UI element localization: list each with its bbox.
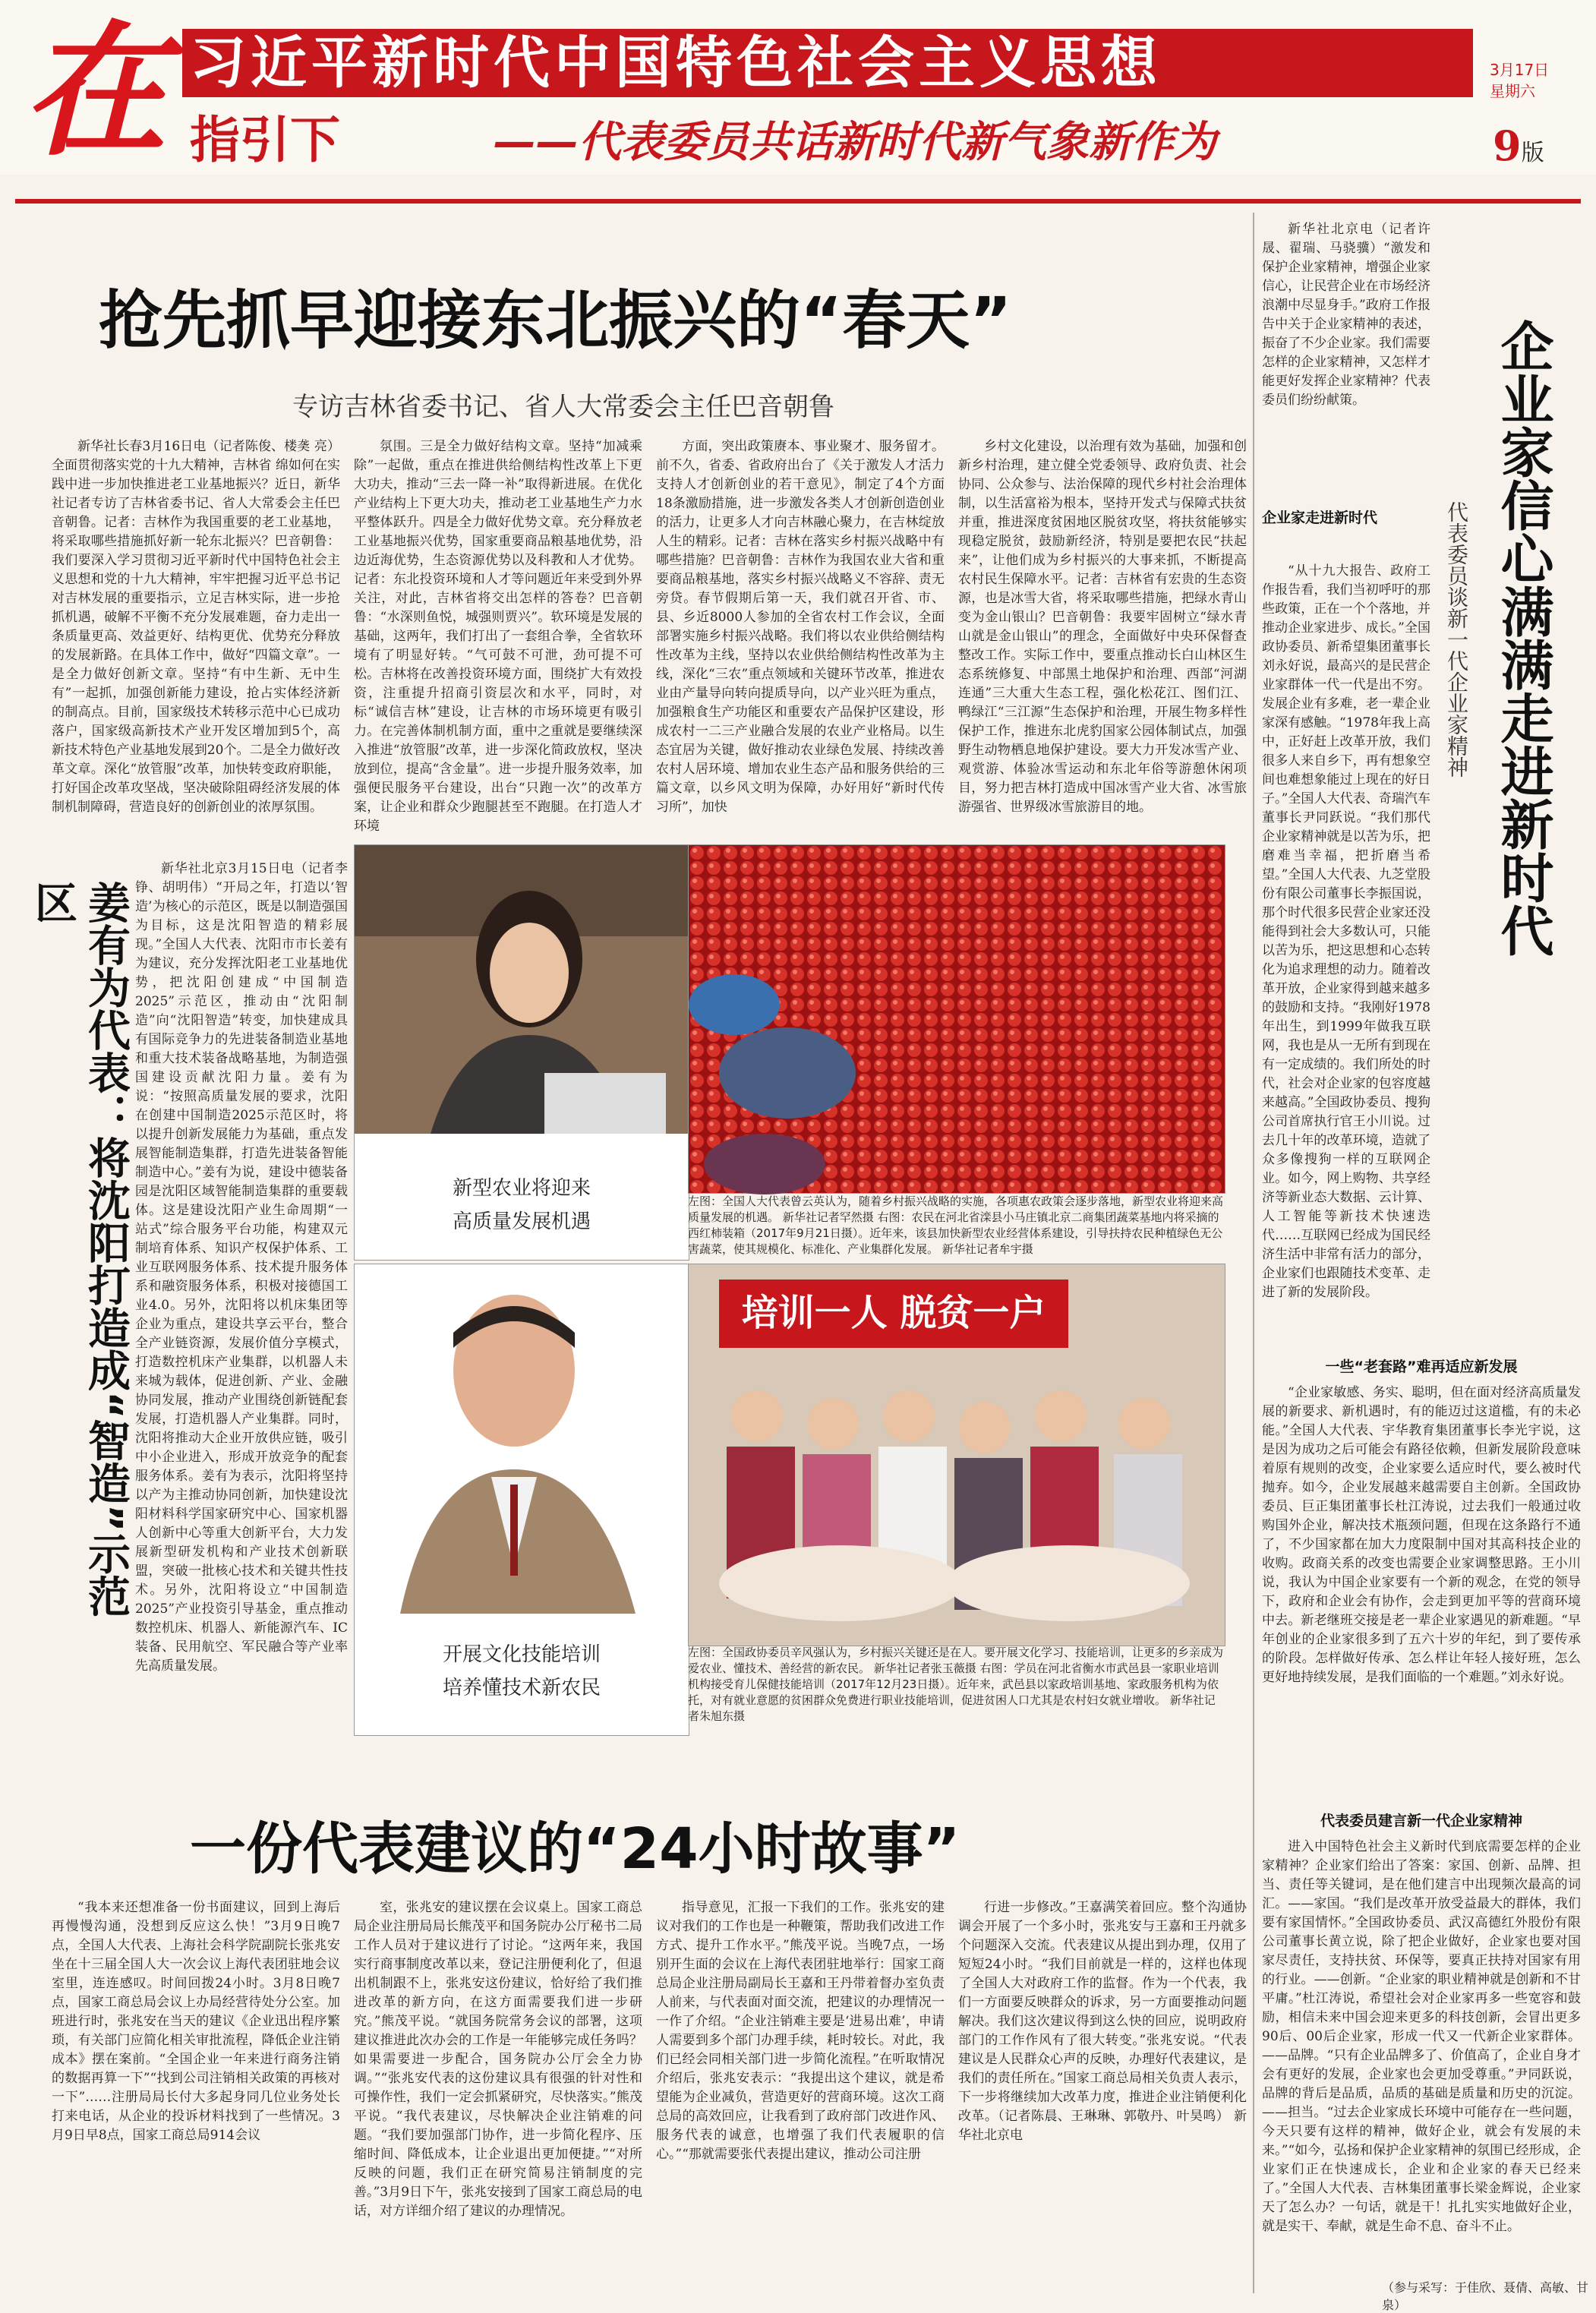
- page-number: [1493, 121, 1544, 170]
- photo1-caption-line1: 新型农业将迎来: [452, 1177, 591, 1200]
- bottom-column-4: [958, 1898, 1247, 2293]
- upper-photo-note: 左图：全国人大代表曾云英认为，随着乡村振兴战略的实施，各项惠农政策会逐步落地，新型农业将迎来高质量发展的机遇。 新华社记者罕然摄 右图：农民在河北省滦县小马庄镇北京二商集团蔬菜基地内将采摘的西红柿装箱（2017年9月21日摄）。近年来，该县加快新型农业经营体系建设，引导扶持农民种植绿色无公害蔬菜，使其规模化、标准化、产业集群化发展。 新华社记者牟宇摄: [688, 1194, 1224, 1256]
- photo2-caption: [355, 1638, 689, 1705]
- sidebar-divider: [1253, 213, 1254, 2293]
- bottom-column-2: [354, 1898, 642, 2293]
- photo1-caption: [355, 1172, 689, 1239]
- lead-column-3-text: 方面，突出政策赓本、事业聚才、服务留才。前不久，省委、省政府出台了《关于激发人才活力支持人才创新创业的若干意见》，制定了4个方面18条激励措施，进一步激发各类人才创新创造创业的活力，让更多人才向吉林融心聚力，在吉林绽放人生的精彩。记者：吉林在落实乡村振兴战略中有哪些措施？巴音朝鲁：吉林作为我国农业大省和重要商品粮基地，落实乡村振兴战略义不容辞、责无旁贷。春节假期后第一天，我们就召开省、市、县、乡近8000人参加的全省农村工作会议，全面部署实施乡村振兴战略。我们将以农业供给侧结构性改革为主线，坚持以农业供给侧结构性改革为主线，深化“三农”重点领域和关键环节改革，推进农业由产量导向转向提质导向，以产业兴旺为重点，加强粮食生产功能区和重要农产品保护区建设，形成农村一二三产业融合发展的农业产业格局。以生态宜居为关键，做好推动农业绿色发展、持续改善农村人居环境、增加农业生态产品和服务供给的三篇文章，以乡风文明为保障，办好用好“新时代传习所”，加快: [656, 439, 945, 815]
- lower-photo-note: 左图：全国政协委员辛风强认为，乡村振兴关键还是在人。要开展文化学习、技能培训，让更多的乡亲成为爱农业、懂技术、善经营的新农民。 新华社记者张玉薇摄 右图：学员在河北省衡水市武邑县一家职业培训机构接受育儿保健技能培训（2017年12月23日摄）。近年来，武邑县以家政培训基地、家政服务机构为依托，对有就业意愿的贫困群众免费进行职业技能培训，促进贫困人口尤其是农村妇女就业增收。 新华社记者朱旭东摄: [688, 1646, 1224, 1723]
- sidebar-credit: （参与采写：于佳欣、聂倩、高敏、甘泉）: [1382, 2280, 1589, 2312]
- photo-portrait-man: [354, 1264, 689, 1736]
- lead-column-2-text: 氛围。三是全力做好结构文章。坚持“加减乘除”一起做，重点在推进供给侧结构性改革上下更大功夫，推动“三去一降一补”取得新进展。在优化产业结构上下更大功夫，推动老工业基地生产力水平整体跃升。四是全力做好优势文章。充分释放老工业基地振兴优势，国家重要商品粮基地优势，沿边近海优势，生态资源优势以及科教和人才优势。记者：东北投资环境和人才等问题近年来受到外界关注，对此，吉林省将交出怎样的答卷？巴音朝鲁：“水深则鱼悦，城强则贾兴”。软环境是发展的基础，这两年，我们打出了一套组合拳，全省软环境有了明显好转。“气可鼓不可泄，劲可提不可松。吉林将在改善投资环境方面，围绕扩大有效投资，注重提升招商引资层次和水平，同时，对标“诚信吉林”建设，让吉林的市场环境更有吸引力。在完善体制机制方面，重中之重就是要继续深入推进“放管服”改革，进一步深化简政放权，坚决放到位，提高“含金量”。进一步提升服务效率，加强便民服务平台建设，出台“只跑一次”的改革方案，让企业和群众少跑腿甚至不跑腿。在打造人才环境: [354, 439, 642, 834]
- lead-column-1-text: 新华社长春3月16日电（记者陈俊、楼䶮 亮）全面贯彻落实党的十九大精神，吉林省 绵如何在实践中进一步加快推进老工业基地振兴？近日，新华社记者专访了吉林省委书记、省人大常委会主任巴音朝鲁。记者：吉林作为我国重要的老工业基地，将采取哪些措施抓好新一轮东北振兴？巴音朝鲁：我们要深入学习贯彻习近平新时代中国特色社会主义思想和党的十九大精神，牢牢把握习近平总书记对吉林发展的重要指示，立足吉林实际，进一步抢抓机遇，破解不平衡不充分发展难题，奋力走出一条质量更高、效益更好、结构更优、优势充分释放的发展新路。在具体工作中，做好“四篇文章”。一是全力做好创新文章。坚持“有中生新、无中生有”一起抓，加强创新能力建设，抢占实体经济新的制高点。目前，国家级技术转移示范中心已成功落户，国家级高新技术产业开发区增加到5个，高新技术特色产业基地发展到20个。二是全力做好改革文章。深化“放管服”改革，加快转变政府职能，打好国企改革攻坚战，坚决破除阻碍经济发展的体制机制障碍，营造良好的创新创业的浓厚氛围。: [52, 439, 340, 815]
- jiang-article-body: [135, 860, 348, 1733]
- sidebar-subhead-2: 一些“老套路”难再适应新发展: [1325, 1358, 1518, 1375]
- bottom-column-4-text: 行进一步修改。”王嘉满笑着回应。整个沟通协调会开展了一个多小时，张兆安与王嘉和王丹就多个问题深入交流。代表建议从提出到办理，仅用了短短24小时。“我们目前就是一样的，这样也体现了全国人大对政府工作的监督。作为一个代表，我们一方面要反映群众的诉求，另一方面要推动问题解决。我们这次建议得到这么快的回应，说明政府部门的工作作风有了很大转变。”张兆安说。“代表建议是人民群众心声的反映，办理好代表建议，是我们的责任所在。”国家工商总局相关负责人表示，下一步将继续加大改革力度，推进企业注销便利化改革。（记者陈晨、王琳琳、郭敬丹、叶昊鸣） 新华社北京电: [958, 1900, 1247, 2143]
- masthead-rule: [15, 199, 1581, 204]
- lead-column-1: [52, 437, 340, 832]
- photo2-caption-line1: 开展文化技能培训: [442, 1643, 601, 1666]
- sidebar-vertical-title: 企业家信心满满走进新时代: [1492, 319, 1554, 957]
- lead-column-4-text: 乡村文化建设，以治理有效为基础，加强和创新乡村治理，建立健全党委领导、政府负责、社会协同、公众参与、法治保障的现代乡村社会治理体制，以生活富裕为根本，坚持开发式与保障式扶贫并重，推进深度贫困地区脱贫攻坚，将扶贫能够实现稳定脱贫，鼓励新经济，特别是要把农民“扶起来”，让他们成为乡村振兴的大事来抓，不断提高农村民生保障水平。记者：吉林省有宏贵的生态资源，也是冰雪大省，将采取哪些措施，把绿水青山变为金山银山？巴音朝鲁：我要牢固树立“绿水青山就是金山银山”的理念，全面做好中央环保督查整改工作。实际工作中，要重点推动长白山林区生态系统修复、中部黑土地保护和治理、西部“河湖连通”三大重大生态工程，强化松花江、图们江、鸭绿江“三江源”生态保护和治理，开展生物多样性保护工作，推进东北虎豹国家公园体制试点，加强野生动物栖息地保护建设。要大力开发冰雪产业、观赏游、体验冰雪运动和东北年俗等游憩休闲项目，努力把吉林打造成中国冰雪产业大省、冰雪旅游强省、世界级冰雪旅游目的地。: [958, 439, 1247, 815]
- issue-date: [1490, 59, 1549, 102]
- sidebar-subhead-1: 企业家走进新时代: [1262, 510, 1378, 526]
- sidebar-body-3-text: 进入中国特色社会主义新时代到底需要怎样的企业家精神？企业家们给出了答案：家国、创新、品牌、担当、责任等关键词，是在他们建言中出现频次最高的词汇。——家国。“我们是改革开放受益最大的群体，我们要有家国情怀。”全国政协委员、武汉高德红外股份有限公司董事长黄立说，除了把企业做好，企业家也要对国家尽责任，支持扶贫、环保等，要真正扶持对国家有用的行业。——创新。“企业家的职业精神就是创新和不甘平庸。”杜江涛说，希望社会对企业家再多一些宽容和鼓励，相信未来中国会迎来更多的科技创新，会冒出更多90后、00后企业家，形成一代又一代新企业家群体。——品牌。“只有企业品牌多了、价值高了，企业自身才会有更好的发展，企业家也会更加受尊重。”尹同跃说，品牌的背后是品质，品质的基础是质量和历史的沉淀。——担当。“过去企业家成长环境中可能存在一些问题，今天只要有这样的精神，做好企业，就会有发展的未来。”“如今，弘扬和保护企业家精神的氛围已经形成，企业家们正在快速成长，企业和企业家的春天已经来了。”全国人大代表、吉林集团董事长梁金辉说，企业家天了怎么办？一句话，就是干！扎扎实实地做好企业，就是实干、奉献，就是生命不息、奋斗不止。: [1262, 1839, 1581, 2234]
- bottom-column-2-text: 室，张兆安的建议摆在会议桌上。国家工商总局企业注册局局长熊茂平和国务院办公厅秘书二局工作人员对于建议进行了讨论。“这两年来，我国实行商事制度改革以来，登记注册便利化了，但退出机制跟不上，张兆安这份建议，恰好给了我们推进改革的新方向，在这方面需要我们进一步研究。”熊茂平说。“就国务院常务会议的部署，这项建议推进此次办会的工作是一年能够完成任务吗？如果需要进一步配合，国务院办公厅会全力协调。”“张兆安代表的这份建议具有很强的针对性和可操作性，我们一定会抓紧研究，尽快落实。”熊茂平说。“我代表建议，尽快解决企业注销难的问题。“我们要加强部门协作，进一步简化程序、压缩时间、降低成本，让企业退出更加便捷。”“对所反映的问题，我们正在研究简易注销制度的完善。”3月9日下午，张兆安接到了国家工商总局的电话，对方详细介绍了建议的办理情况。: [354, 1900, 642, 2219]
- bottom-column-1: [52, 1898, 340, 2293]
- bottom-column-3: [656, 1898, 945, 2293]
- page-number-digit: 9: [1493, 121, 1522, 170]
- lead-column-3: [656, 437, 945, 832]
- lead-column-2: [354, 437, 642, 832]
- bottom-column-1-text: “我本来还想准备一份书面建议，回到上海后再慢慢沟通，没想到反应这么快！”3月9日晚7点，全国人大代表、上海社会科学院副院长张兆安坐在十三届全国人大一次会议上海代表团驻地会议室里，连连感叹。时间回拨24小时。3月8日晚7点，国家工商总局会议上办局经营待处分公室。加班进行时，张兆安在当天的建议《企业迅出程序繁琐，有关部门应简化相关审批流程，降低企业注销成本》摆在案前。“全国企业一年来进行商务注销的数据再算一下”“找到公司注销相关政策的再核对一下”……注册局局长付大多起身同几位业务处长打来电话，从企业的投诉材料找到了一些情况。3月9日早8点，国家工商总局914会议: [52, 1900, 340, 2143]
- sidebar-body-1-text: “从十九大报告、政府工作报告看，我们当初呼吁的那些政策，正在一个个落地，并推动企业家进步、成长。”全国政协委员、新希望集团董事长刘永好说，最高兴的是民营企业家群体一代一代是出不穷。发展企业有多难，老一辈企业家深有感触。“1978年我上高中，正好赶上改革开放，我们很多人来自乡下，再有想象空间也难想象能过上现在的好日子。”全国人大代表、奇瑞汽车董事长尹同跃说。“我们那代企业家精神就是以苦为乐，把磨难当幸福，把折磨当希望。”全国人大代表、九芝堂股份有限公司董事长李振国说，那个时代很多民营企业家还没能得到社会大多数认可，只能以苦为乐，把这思想和心态转化为追求理想的动力。随着改革开放，企业家得到越来越多的鼓励和支持。“我刚好1978年出生，到1999年做我互联网，我也是从一无所有到现在有一定成绩的。我们所处的时代，社会对企业家的包容度越来越高。”全国政协委员、搜狗公司首席执行官王小川说。过去几十年的改革环境，造就了众多像搜狗一样的互联网企业。如今，网上购物、共享经济等新业态大数据、云计算、人工智能等新技术快速迭代……互联网已经成为国民经济生活中非常有活力的部分，企业家们也跟随技术变革、走进了新的发展阶段。: [1262, 563, 1430, 1300]
- masthead-title: 习近平新时代中国特色社会主义思想: [190, 30, 1162, 96]
- bottom-headline: 一份代表建议的“24小时故事”: [190, 1816, 960, 1882]
- lead-column-4: [958, 437, 1247, 832]
- lead-subheadline: 专访吉林省委书记、省人大常委会主任巴音朝鲁: [292, 392, 834, 422]
- page-number-word: 版: [1521, 140, 1544, 166]
- sidebar-intro: [1262, 220, 1430, 501]
- training-banner-text: 培训一人 脱贫一户: [741, 1292, 1046, 1334]
- masthead-subtitle: ——代表委员共话新时代新气象新作为: [494, 118, 1216, 167]
- photo2-caption-line2: 培养懂技术新农民: [442, 1677, 601, 1699]
- photo-portrait-woman: [354, 844, 689, 1261]
- jiang-article-text: 新华社北京3月15日电（记者李铮、胡明伟）“开局之年，打造以‘智造’为核心的示范区，既是以制造强国为目标，这是沈阳智造的精彩展现。”全国人大代表、沈阳市市长姜有为建议，充分发挥沈阳老工业基地优势，把沈阳创建成“中国制造2025”示范区，推动由“沈阳制造”向“沈阳智造”转变，加快建成具有国际竞争力的先进装备制造业基地和重大技术装备战略基地，为制造强国建设贡献沈阳力量。姜有为说：“按照高质量发展的要求，沈阳在创建中国制造2025示范区时，将以提升创新发展能力为基础，重点发展智能制造集群，打造先进装备智能制造中心。”姜有为说，建设中德装备园是沈阳区域智能制造集群的重要载体。这是建设沈阳产业生命周期“一站式”综合服务平台功能，构建双元制培育体系、知识产权保护体系、工业互联网服务体系、技术提升服务体系和融资服务体系，积极对接德国工业4.0。另外，沈阳将以机床集团等企业为重点，建设共享云平台，整合全产业链资源，发展价值分享模式，打造数控机床产业集群，以机器人未来城为载体，促进创新、产业、金融协同发展，推动产业围绕创新链配套发展，打造机器人产业集群。同时，沈阳将推动大企业开放供应链，吸引中小企业进入，形成开放竞争的配套服务体系。姜有为表示，沈阳将坚持以产为主推动协同创新，加快建设沈阳材料科学国家研究中心、国家机器人创新中心等重大创新平台，大力发展新型研发机构和产业技术创新联盟，突破一批核心技术和关键共性技术。另外，沈阳将设立“中国制造2025”产业投资引导基金，重点推动数控机床、机器人、新能源汽车、IC装备、民用航空、军民融合等产业率先高质量发展。: [135, 861, 348, 1674]
- issue-weekday: 星期六: [1490, 82, 1535, 100]
- issue-date-day: 3月17日: [1490, 61, 1550, 79]
- sidebar-body-3: [1262, 1838, 1581, 2270]
- photo1-caption-line2: 高质量发展机遇: [452, 1210, 591, 1233]
- masthead-subtitle-lead: 指引下: [190, 111, 340, 169]
- sidebar-body-2: [1262, 1384, 1581, 1763]
- bottom-column-3-text: 指导意见，汇报一下我们的工作。张兆安的建议对我们的工作也是一种鞭策，帮助我们改进工作方式、提升工作水平。”熊茂平说。当晚7点，一场别开生面的会议在上海代表团驻地举行：国家工商总局企业注册局副局长王嘉和王丹带着督办室负责人前来，与代表面对面交流，把建议的办理情况一一作了介绍。“企业注销难主要是‘进易出难’，申请人需要到多个部门办理手续，耗时较长。对此，我们已经会同相关部门进一步简化流程。”在听取情况介绍后，张兆安表示：“我提出这个建议，就是希望能为企业减负，营造更好的营商环境。这次工商总局的高效回应，让我看到了政府部门改进作风、服务代表的诚意，也增强了我们代表履职的信心。”“那就需要张代表提出建议，推动公司注册: [656, 1900, 945, 2162]
- sidebar-body-1a: [1262, 562, 1430, 1300]
- jiang-vertical-title: 姜有为代表：将沈阳打造成“智造”示范区: [28, 881, 131, 1617]
- photo-training: [688, 1264, 1225, 1646]
- sidebar-subhead-3: 代表委员建言新一代企业家精神: [1320, 1813, 1522, 1829]
- masthead-big-character: 在: [23, 6, 168, 175]
- tomatoes-graphic: [689, 845, 1225, 1193]
- lead-headline: 抢先抓早迎接东北振兴的“春天”: [99, 283, 1012, 358]
- sidebar-intro-text: 新华社北京电（记者许晟、翟瑞、马骁骥）“激发和保护企业家精神，增强企业家信心，让民营企业在市场经济浪潮中尽显身手。”政府工作报告中关于企业家精神的表述，振奋了不少企业家。我们需要怎样的企业家精神，又怎样才能更好发挥企业家精神？代表委员们纷纷献策。: [1262, 222, 1430, 408]
- photo-tomatoes: [688, 844, 1225, 1194]
- sidebar-vertical-subtitle: 代表委员谈新一代企业家精神: [1444, 501, 1469, 778]
- sidebar-body-2-text: “企业家敏感、务实、聪明，但在面对经济高质量发展的新要求、新机遇时，有的能迈过这道槛，有的未必能。”全国人大代表、宇华教育集团董事长李光宇说，这是因为成功之后可能会有路径依赖，但新发展阶段意味着原有规则的改变，企业家要么适应时代，要么被时代抛弃。如今，企业发展越来越需要自主创新。全国政协委员、巨正集团董事长杜江涛说，过去我们一般通过收购国外企业，解决技术瓶颈问题，但现在这条路行不通了，不少国家都在加大力度限制中国对其高科技企业的收购。政商关系的改变也需要企业家调整思路。王小川说，我认为中国企业家要有一个新的观念，在党的领导下，政府和企业会有协作，会走到更加平等的营商环境中去。新老继班交接是老一辈企业家遇见的新难题。“早年创业的企业家很多到了五六十岁的年纪，到了要传承的阶段。怎样做好传承、怎么样让年轻人接好班，怎么更好地持续发展，是我们面临的一个难题。”刘永好说。: [1262, 1385, 1581, 1685]
